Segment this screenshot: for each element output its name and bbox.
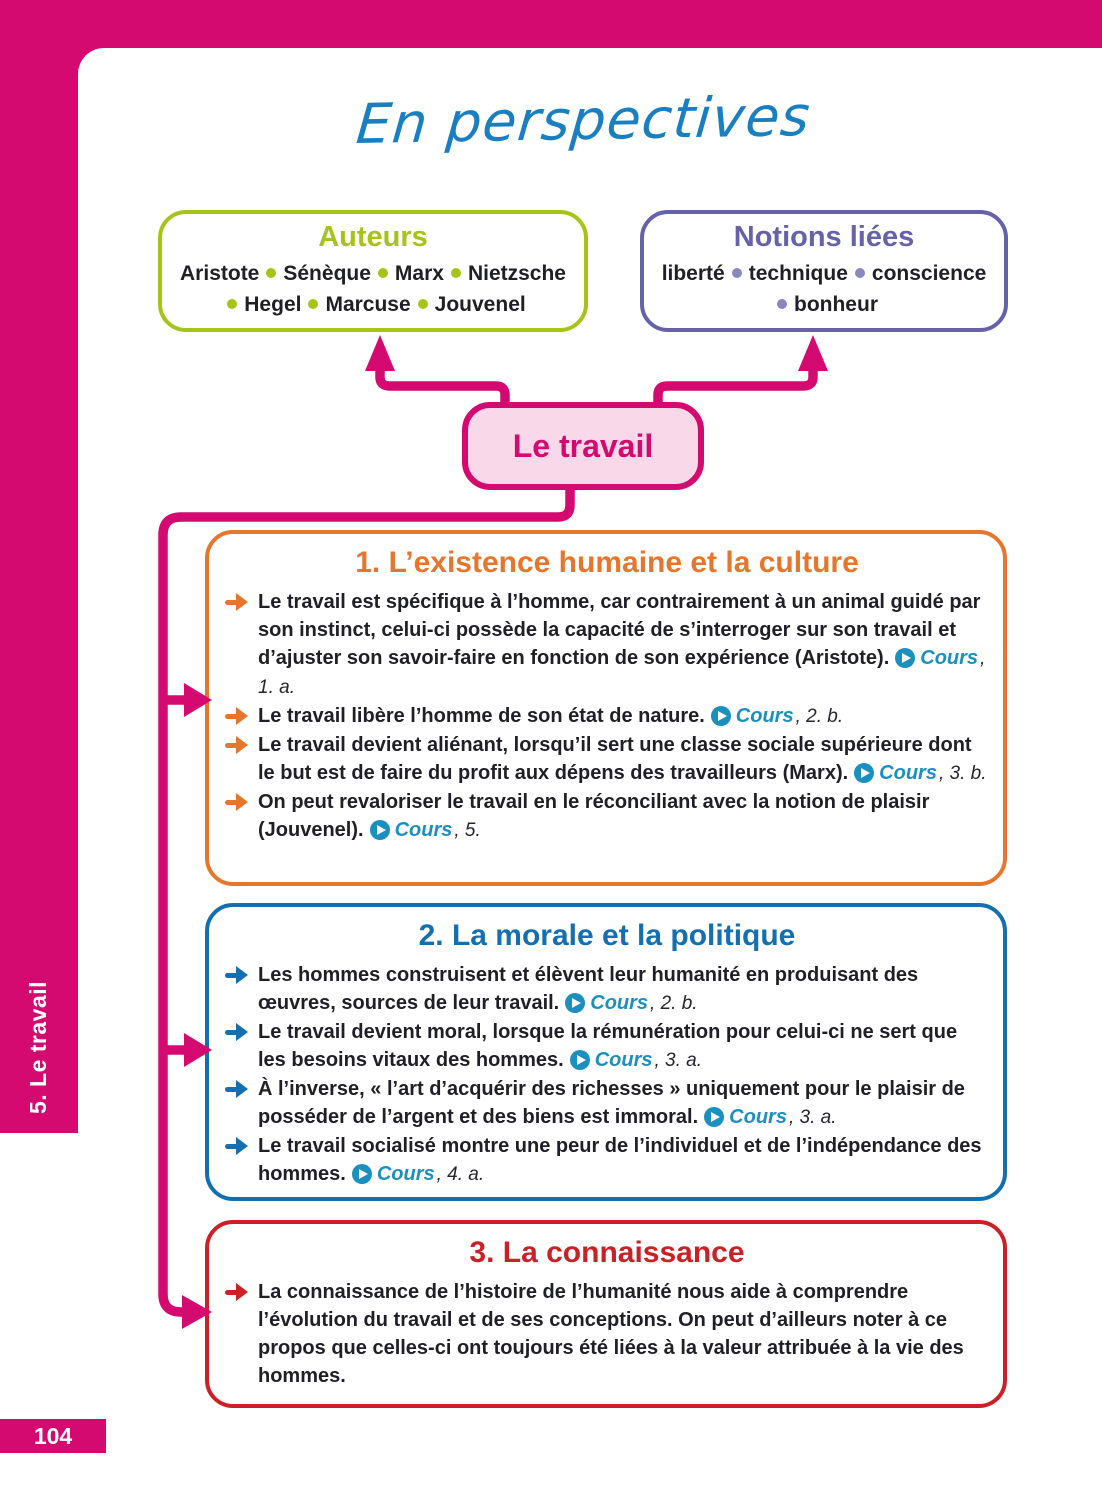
arrow-bullet-icon [225, 1137, 249, 1155]
cours-link[interactable] [370, 819, 453, 841]
notion-item: liberté [661, 262, 725, 285]
author-item: Aristote [180, 262, 260, 285]
bullet-item [225, 1075, 989, 1132]
bullet-text: La connaissance de l’histoire de l’humanité nous aide à comprendre l’évolution du travail et de ses conceptions. On peut d’ailleurs noter à ce propos que celles-ci ont toujours été liées à la valeur attribuée à la vie des hommes. [258, 1281, 964, 1387]
bullet-text: Le travail est spécifique à l’homme, car contrairement à un animal guidé par son instinct, celui-ci possède la capacité de s’interroger sur son travail et d’ajuster son savoir-faire en fonction de son expérience (Aristote). [258, 591, 981, 669]
notions-box [640, 210, 1008, 332]
bullet-text: On peut revaloriser le travail en le réconciliant avec la notion de plaisir (Jouvenel). [258, 791, 930, 841]
notion-item: bonheur [794, 293, 878, 316]
cours-ref: , 3. b. [938, 763, 987, 784]
play-icon [704, 1107, 724, 1127]
cours-ref: , 2. b. [795, 706, 844, 727]
separator-dot-icon [777, 299, 787, 309]
cours-ref: , 5. [454, 820, 481, 841]
side-tab [0, 960, 78, 1135]
central-node-label: Le travail [512, 427, 654, 464]
bullet-text: Le travail devient moral, lorsque la rémunération pour celui-ci ne sert que les besoins vitaux des hommes. [258, 1021, 958, 1071]
cours-ref: , 4. a. [436, 1164, 485, 1185]
separator-dot-icon [732, 268, 742, 278]
separator-dot-icon [855, 268, 865, 278]
section-existence-humaine [205, 530, 1007, 886]
bullet-item [225, 588, 989, 702]
play-icon [565, 993, 585, 1013]
cours-label: Cours [735, 705, 794, 727]
page-title: En perspectives [353, 84, 813, 156]
bullet-item [225, 788, 989, 845]
cours-label: Cours [394, 819, 453, 841]
cours-label: Cours [729, 1106, 787, 1128]
cours-label: Cours [594, 1049, 653, 1071]
separator-dot-icon [451, 268, 461, 278]
separator-dot-icon [418, 299, 428, 309]
cours-link[interactable] [704, 1106, 787, 1128]
arrow-bullet-icon [225, 1023, 249, 1041]
cours-ref: , 3. a. [788, 1107, 837, 1128]
side-tab-label: 5. Le travail [25, 980, 52, 1115]
section-connaissance [205, 1220, 1007, 1408]
auteurs-items [162, 258, 584, 320]
arrow-bullet-icon [225, 966, 249, 984]
central-node [462, 402, 704, 490]
arrow-bullet-icon [225, 1283, 249, 1301]
cours-label: Cours [920, 647, 979, 669]
author-item: Sénèque [283, 262, 371, 285]
auteurs-title: Auteurs [318, 221, 428, 253]
cours-link[interactable] [570, 1049, 653, 1071]
section-title: 2. La morale et la politique [418, 919, 796, 952]
arrow-bullet-icon [225, 736, 249, 754]
auteurs-box [158, 210, 588, 332]
arrow-bullet-icon [225, 707, 249, 725]
page-number: 104 [0, 1419, 106, 1453]
bullet-text: Le travail libère l’homme de son état de nature. [258, 705, 705, 727]
bullet-item [225, 731, 989, 788]
bullet-text: Les hommes construisent et élèvent leur humanité en produisant des œuvres, sources de leur travail. [258, 964, 919, 1014]
author-item: Jouvenel [434, 293, 526, 316]
play-icon [895, 648, 915, 668]
cours-label: Cours [376, 1163, 435, 1185]
bullet-item [225, 1018, 989, 1075]
bullet-item [225, 1132, 989, 1189]
play-icon [352, 1164, 372, 1184]
notion-item: conscience [871, 262, 987, 285]
section-title: 3. La connaissance [469, 1236, 745, 1269]
cours-label: Cours [879, 762, 937, 784]
arrow-bullet-icon [225, 593, 249, 611]
notion-item: technique [748, 262, 848, 285]
separator-dot-icon [227, 299, 237, 309]
cours-ref: , 1. a. [258, 648, 986, 698]
author-item: Nietzsche [467, 262, 566, 285]
section-title: 1. L’existence humaine et la culture [355, 546, 859, 579]
arrow-bullet-icon [225, 793, 249, 811]
cours-label: Cours [590, 992, 649, 1014]
play-icon [711, 706, 731, 726]
bullet-text: Le travail socialisé montre une peur de l’individuel et de l’indépendance des hommes. [258, 1135, 982, 1185]
separator-dot-icon [378, 268, 388, 278]
bullet-text: Le travail devient aliénant, lorsqu’il sert une classe sociale supérieure dont le but est de faire du profit aux dépens des travailleurs (Marx). [258, 734, 972, 784]
author-item: Hegel [244, 293, 302, 316]
cours-ref: , 3. a. [654, 1050, 703, 1071]
notions-items [644, 258, 1004, 320]
cours-link[interactable] [854, 762, 937, 784]
bullet-item [225, 1278, 989, 1390]
cours-link[interactable] [352, 1163, 435, 1185]
author-item: Marcuse [325, 293, 411, 316]
play-icon [854, 763, 874, 783]
author-item: Marx [394, 262, 444, 285]
notions-title: Notions liées [733, 221, 915, 253]
cours-link[interactable] [711, 705, 794, 727]
separator-dot-icon [266, 268, 276, 278]
arrow-bullet-icon [225, 1080, 249, 1098]
bullet-item [225, 702, 989, 731]
cours-link[interactable] [565, 992, 648, 1014]
section-morale-politique [205, 903, 1007, 1201]
bullet-item [225, 961, 989, 1018]
cours-ref: , 2. b. [650, 993, 698, 1014]
cours-link[interactable] [895, 647, 978, 669]
bullet-text: À l’inverse, « l’art d’acquérir des richesses » uniquement pour le plaisir de posséder de l’argent et des biens est immoral. [258, 1078, 965, 1128]
separator-dot-icon [308, 299, 318, 309]
play-icon [570, 1050, 590, 1070]
play-icon [370, 820, 390, 840]
